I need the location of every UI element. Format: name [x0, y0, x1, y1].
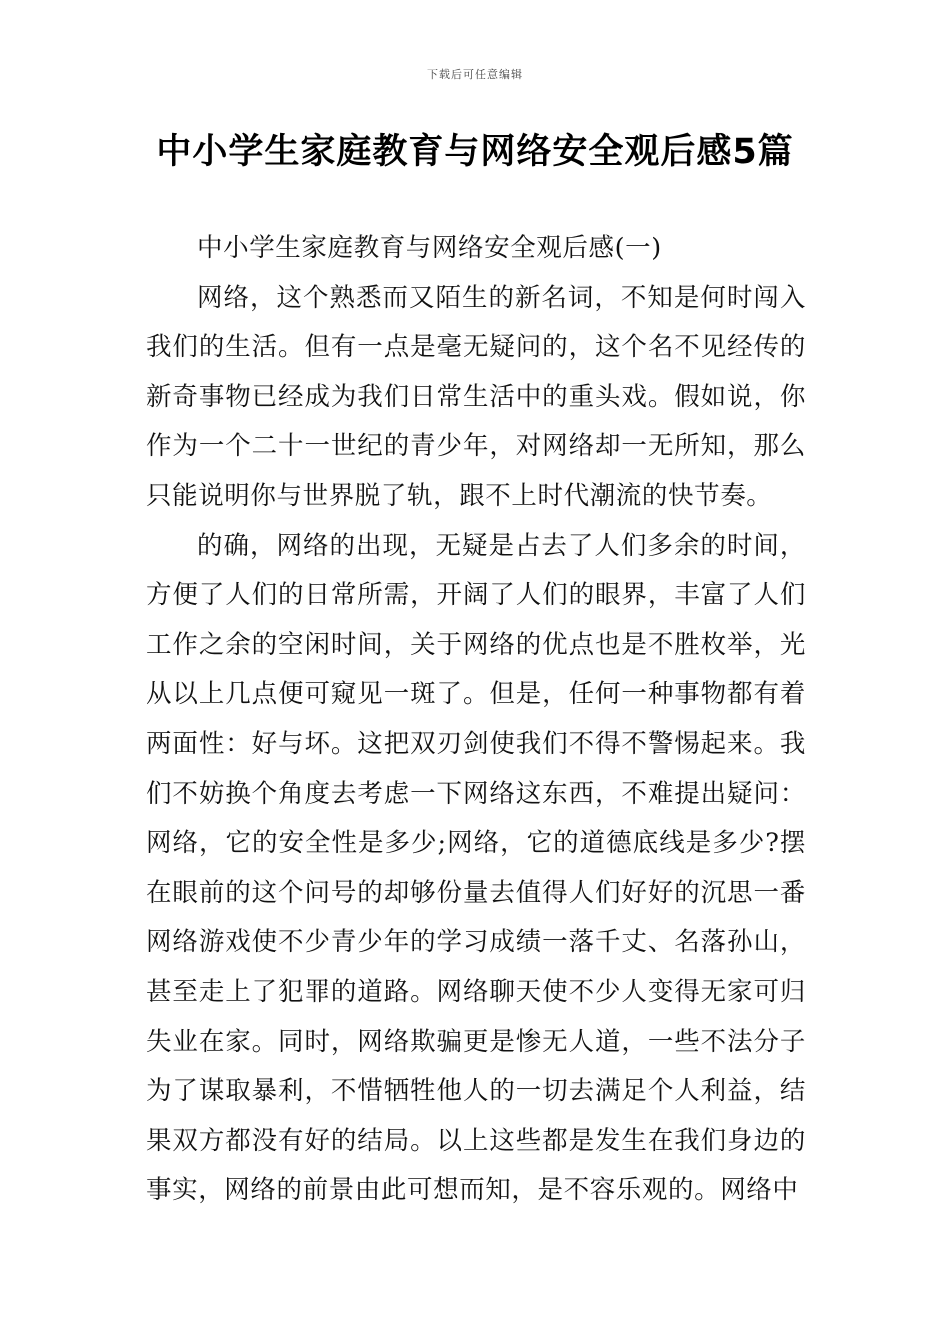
document-title: 中小学生家庭教育与网络安全观后感5篇 — [156, 132, 794, 172]
document-body — [146, 224, 806, 1216]
header-note: 下载后可任意编辑 — [427, 68, 523, 81]
paragraph-2: 的确，网络的出现，无疑是占去了人们多余的时间，方便了人们的日常所需，开阔了人们的眼界，丰富了人们工作之余的空闲时间，关于网络的优点也是不胜枚举，光从以上几点便可窥见一斑了。但是，任何一种事物都有着两面性：好与坏。这把双刃剑使我们不得不警惕起来。我们不妨换个角度去考虑一下网络这东西，不难提出疑问：网络，它的安全性是多少;网络，它的道德底线是多少?摆在眼前的这个问号的却够份量去值得人们好好的沉思一番网络游戏使不少青少年的学习成绩一落千丈、名落孙山，甚至走上了犯罪的道路。网络聊天使不少人变得无家可归失业在家。同时，网络欺骗更是惨无人道，一些不法分子为了谋取暴利，不惜牺牲他人的一切去满足个人利益，结果双方都没有好的结局。以上这些都是发生在我们身边的事实，网络的前景由此可想而知，是不容乐观的。网络中 — [146, 530, 806, 1206]
section-title: 中小学生家庭教育与网络安全观后感(一) — [197, 233, 662, 263]
paragraph-1: 网络，这个熟悉而又陌生的新名词，不知是何时闯入我们的生活。但有一点是毫无疑问的，这个名不见经传的新奇事物已经成为我们日常生活中的重头戏。假如说，你作为一个二十一世纪的青少年，对网络却一无所知，那么只能说明你与世界脱了轨，跟不上时代潮流的快节奏。 — [146, 282, 806, 511]
